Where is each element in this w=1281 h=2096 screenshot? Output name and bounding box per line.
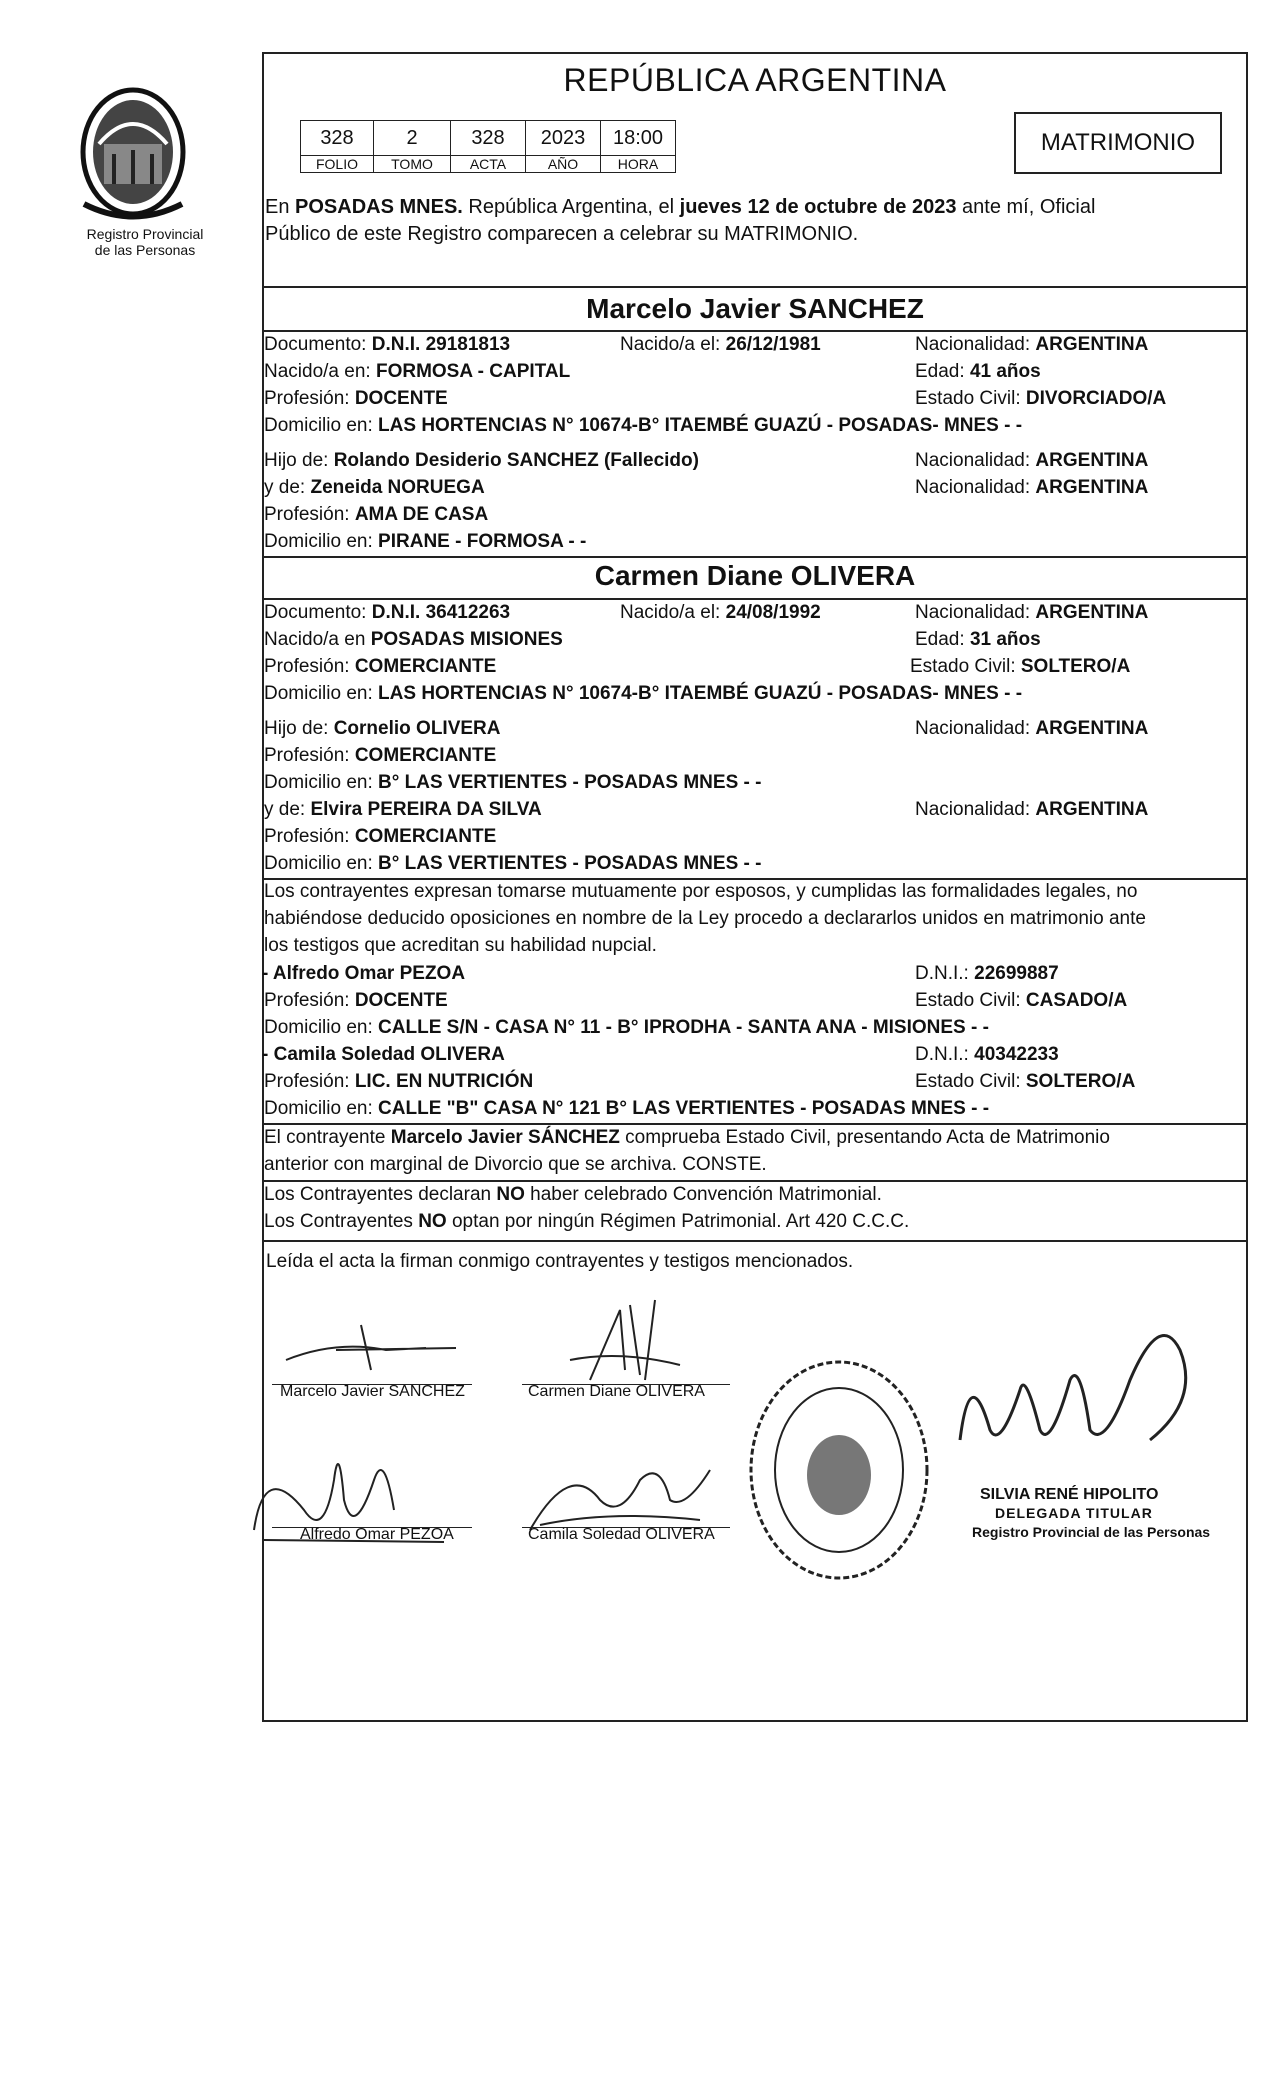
witness-1-name: - Alfredo Omar PEZOA — [262, 963, 466, 984]
tomo-value: 2 — [374, 121, 451, 156]
groom-age: Edad: 41 años — [915, 361, 1041, 382]
bride-document: Documento: D.N.I. 36412263 — [264, 602, 511, 623]
tomo-label: TOMO — [374, 156, 451, 173]
civil-note-line-1: El contrayente Marcelo Javier SÁNCHEZ comprueba Estado Civil, presentando Acta de Matrimonio — [264, 1127, 1110, 1148]
bride-signature — [530, 1290, 710, 1390]
intro-line-2: Público de este Registro comparecen a celebrar su MATRIMONIO. — [265, 223, 859, 245]
civil-note-line-2: anterior con marginal de Divorcio que se archiva. CONSTE. — [264, 1154, 767, 1175]
bride-father-profession: Profesión: COMERCIANTE — [264, 745, 497, 766]
record-meta-table — [300, 120, 676, 173]
intro-line-1: En POSADAS MNES. República Argentina, el jueves 12 de octubre de 2023 ante mí, Oficial — [265, 196, 1096, 218]
witness-1-profession: Profesión: DOCENTE — [264, 990, 448, 1011]
groom-civil-status: Estado Civil: DIVORCIADO/A — [915, 388, 1167, 409]
witness-2-signature-caption: Camila Soledad OLIVERA — [528, 1526, 715, 1543]
groom-birth-place: Nacido/a en: FORMOSA - CAPITAL — [264, 361, 571, 382]
witness-1-civil-status: Estado Civil: CASADO/A — [915, 990, 1128, 1011]
groom-mother-nationality: Nacionalidad: ARGENTINA — [915, 477, 1149, 498]
bride-signature-caption: Carmen Diane OLIVERA — [528, 1383, 705, 1400]
witness-1-signature-caption: Alfredo Omar PEZOA — [300, 1526, 454, 1543]
bride-mother-profession: Profesión: COMERCIANTE — [264, 826, 497, 847]
bride-father-nationality: Nacionalidad: ARGENTINA — [915, 718, 1149, 739]
groom-signature — [276, 1320, 476, 1380]
officer-name: SILVIA RENÉ HIPOLITO — [980, 1486, 1159, 1503]
officer-signature — [930, 1300, 1210, 1490]
bride-birth-place: Nacido/a en POSADAS MISIONES — [264, 629, 563, 650]
groom-parents-address: Domicilio en: PIRANE - FORMOSA - - — [264, 531, 587, 552]
anio-value: 2023 — [526, 121, 601, 156]
bride-nationality: Nacionalidad: ARGENTINA — [915, 602, 1149, 623]
bride-civil-status: Estado Civil: SOLTERO/A — [910, 656, 1131, 677]
groom-address: Domicilio en: LAS HORTENCIAS N° 10674-B° ITAEMBÉ GUAZÚ - POSADAS- MNES - - — [264, 415, 1023, 436]
convention-line-2: Los Contrayentes NO optan por ningún Régimen Patrimonial. Art 420 C.C.C. — [264, 1211, 910, 1232]
declaration-line-1: Los contrayentes expresan tomarse mutuamente por esposos, y cumplidas las formalidades legales, no — [264, 881, 1138, 902]
witness-2-dni: D.N.I.: 40342233 — [915, 1044, 1059, 1065]
bride-father: Hijo de: Cornelio OLIVERA — [264, 718, 501, 739]
divider — [262, 556, 1248, 558]
folio-label: FOLIO — [301, 156, 374, 173]
witness-2-name: - Camila Soledad OLIVERA — [262, 1044, 505, 1065]
anio-label: AÑO — [526, 156, 601, 173]
hora-label: HORA — [601, 156, 676, 173]
acta-value: 328 — [451, 121, 526, 156]
groom-signature-caption: Marcelo Javier SANCHEZ — [280, 1383, 465, 1400]
bride-birth-date: Nacido/a el: 24/08/1992 — [620, 602, 821, 623]
bride-mother-nationality: Nacionalidad: ARGENTINA — [915, 799, 1149, 820]
coat-of-arms-icon — [74, 84, 192, 224]
bride-name: Carmen Diane OLIVERA — [594, 560, 916, 591]
folio-value: 328 — [301, 121, 374, 156]
groom-mother: y de: Zeneida NORUEGA — [264, 477, 485, 498]
groom-nationality: Nacionalidad: ARGENTINA — [915, 334, 1149, 355]
officer-organization: Registro Provincial de las Personas — [972, 1524, 1211, 1540]
witness-2-address: Domicilio en: CALLE "B" CASA N° 121 B° LAS VERTIENTES - POSADAS MNES - - — [264, 1098, 990, 1119]
bride-profession: Profesión: COMERCIANTE — [264, 656, 497, 677]
bride-mother-address: Domicilio en: B° LAS VERTIENTES - POSADAS MNES - - — [264, 853, 762, 874]
witness-1-dni: D.N.I.: 22699887 — [915, 963, 1059, 984]
bride-father-address: Domicilio en: B° LAS VERTIENTES - POSADAS MNES - - — [264, 772, 762, 793]
groom-name: Marcelo Javier SANCHEZ — [586, 293, 924, 324]
closing-statement: Leída el acta la firman conmigo contrayentes y testigos mencionados. — [266, 1251, 854, 1272]
witness-2-profession: Profesión: LIC. EN NUTRICIÓN — [264, 1071, 534, 1092]
groom-profession: Profesión: DOCENTE — [264, 388, 448, 409]
page-title: REPÚBLICA ARGENTINA — [563, 62, 947, 98]
declaration-line-2: habiéndose deducido oposiciones en nombre de la Ley procedo a declararlos unidos en matrimonio ante — [264, 908, 1146, 929]
groom-father: Hijo de: Rolando Desiderio SANCHEZ (Fallecido) — [264, 450, 699, 471]
official-stamp-icon — [744, 1355, 934, 1585]
declaration-line-3: los testigos que acreditan su habilidad nupcial. — [264, 935, 657, 956]
convention-line-1: Los Contrayentes declaran NO haber celebrado Convención Matrimonial. — [264, 1184, 882, 1205]
groom-birth-date: Nacido/a el: 26/12/1981 — [620, 334, 821, 355]
officer-title: DELEGADA TITULAR — [995, 1505, 1153, 1521]
witness-2-civil-status: Estado Civil: SOLTERO/A — [915, 1071, 1136, 1092]
groom-mother-profession: Profesión: AMA DE CASA — [264, 504, 489, 525]
divider — [262, 286, 1248, 288]
registry-caption: Registro Provincial de las Personas — [86, 226, 204, 258]
bride-age: Edad: 31 años — [915, 629, 1041, 650]
groom-document: Documento: D.N.I. 29181813 — [264, 334, 511, 355]
bride-mother: y de: Elvira PEREIRA DA SILVA — [264, 799, 542, 820]
witness-1-address: Domicilio en: CALLE S/N - CASA N° 11 - B° IPRODHA - SANTA ANA - MISIONES - - — [264, 1017, 989, 1038]
divider — [262, 1240, 1248, 1242]
document-type-badge: MATRIMONIO — [1014, 112, 1222, 174]
acta-label: ACTA — [451, 156, 526, 173]
hora-value: 18:00 — [601, 121, 676, 156]
groom-father-nationality: Nacionalidad: ARGENTINA — [915, 450, 1149, 471]
bride-address: Domicilio en: LAS HORTENCIAS N° 10674-B° ITAEMBÉ GUAZÚ - POSADAS- MNES - - — [264, 683, 1023, 704]
witness-2-signature — [510, 1440, 730, 1540]
